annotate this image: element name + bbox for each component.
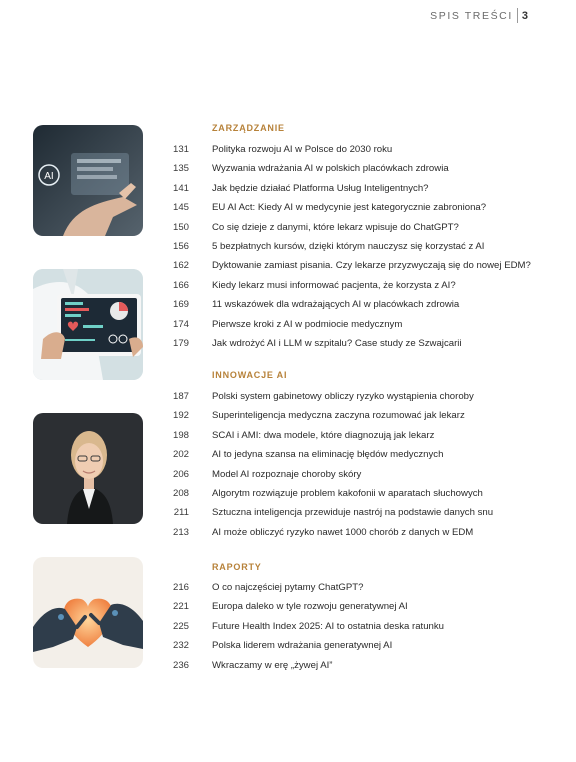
header-label: SPIS TREŚCI — [430, 9, 513, 22]
robotic-hands-heart-image — [33, 557, 143, 668]
toc-page-number: 213 — [172, 526, 189, 538]
toc-entry-title: Jak będzie działać Platforma Usług Inteligentnych? — [212, 182, 429, 194]
toc-page-number: 192 — [172, 410, 189, 422]
toc-entry[interactable] — [160, 659, 560, 673]
toc-entry-title: Kiedy lekarz musi informować pacjenta, że korzysta z AI? — [212, 279, 456, 291]
toc-page-number: 198 — [172, 429, 189, 441]
toc-entry[interactable] — [160, 468, 560, 482]
toc-entry[interactable] — [160, 318, 560, 332]
page-number: 3 — [521, 9, 528, 22]
toc-entry[interactable] — [160, 390, 560, 404]
section-title-raporty: RAPORTY — [212, 562, 262, 572]
toc-page-number: 208 — [172, 488, 189, 499]
toc-entry[interactable] — [160, 600, 560, 614]
toc-page-number: 131 — [172, 144, 189, 155]
toc-entry[interactable] — [160, 162, 560, 176]
toc-page-number: 179 — [172, 338, 189, 349]
toc-entry[interactable] — [160, 429, 560, 443]
toc-entry[interactable] — [160, 581, 560, 595]
toc-entry[interactable] — [160, 620, 560, 634]
toc-entry-title: Polityka rozwoju AI w Polsce do 2030 roku — [212, 144, 393, 155]
toc-page-number: 187 — [172, 391, 189, 402]
toc-page-number: 169 — [172, 299, 189, 311]
toc-entry-title: 11 wskazówek dla wdrażających AI w placówkach zdrowia — [212, 299, 460, 311]
ai-hologram-hand-image — [33, 125, 143, 236]
toc-page-number: 216 — [172, 582, 189, 593]
toc-entry-title: Pierwsze kroki z AI w podmiocie medycznym — [212, 318, 403, 330]
toc-entry[interactable] — [160, 259, 560, 273]
toc-entry-title: Model AI rozpoznaje choroby skóry — [212, 468, 362, 480]
section-title-innowacje-ai: INNOWACJE AI — [212, 370, 288, 380]
toc-page-number: 141 — [172, 182, 189, 194]
toc-entry-title: Future Health Index 2025: AI to ostatnia deska ratunku — [212, 620, 444, 632]
toc-entry-title: Dyktowanie zamiast pisania. Czy lekarze przyzwyczają się do nowej EDM? — [212, 260, 531, 272]
toc-entry-title: Wkraczamy w erę „żywej AI” — [212, 659, 333, 671]
toc-page-number: 211 — [173, 507, 189, 519]
toc-page-number: 166 — [172, 279, 189, 291]
toc-entry[interactable] — [160, 240, 560, 254]
toc-entry-title: Jak wdrożyć AI i LLM w szpitalu? Case study ze Szwajcarii — [212, 338, 462, 349]
toc-entry-title: Sztuczna inteligencja przewiduje nastrój na podstawie danych snu — [212, 507, 494, 519]
toc-entry-title: Europa daleko w tyle rozwoju generatywnej AI — [212, 601, 408, 613]
toc-entry-title: AI to jedyna szansa na eliminację błędów medycznych — [212, 449, 444, 461]
toc-entry[interactable] — [160, 409, 560, 423]
toc-page-number: 206 — [172, 468, 189, 480]
toc-entry-title: Polski system gabinetowy obliczy ryzyko wystąpienia choroby — [212, 391, 474, 402]
toc-page-number: 232 — [172, 640, 189, 652]
toc-entry-title: SCAI i AMI: dwa modele, które diagnozują jak lekarz — [212, 429, 435, 441]
toc-entry[interactable] — [160, 143, 560, 157]
toc-entry-title: 5 bezpłatnych kursów, dzięki którym nauczysz się korzystać z AI — [212, 241, 485, 252]
toc-entry[interactable] — [160, 448, 560, 462]
toc-entry-title: O co najczęściej pytamy ChatGPT? — [212, 582, 364, 593]
toc-page-number: 174 — [172, 318, 189, 330]
toc-page-number: 145 — [172, 202, 189, 214]
toc-page-number: 135 — [172, 163, 189, 175]
toc-page-number: 162 — [172, 260, 189, 272]
toc-entry[interactable] — [160, 639, 560, 653]
section-title-zarzadzanie: ZARZĄDZANIE — [212, 123, 285, 133]
toc-entry[interactable] — [160, 201, 560, 215]
toc-page-number: 156 — [172, 241, 189, 252]
toc-entry-title: AI może obliczyć ryzyko nawet 1000 chorób z danych w EDM — [212, 526, 474, 538]
toc-entry-title: Superinteligencja medyczna zaczyna rozumować jak lekarz — [212, 410, 465, 422]
toc-entry-title: Co się dzieje z danymi, które lekarz wpisuje do ChatGPT? — [212, 221, 459, 233]
toc-page-number: 236 — [172, 659, 189, 671]
toc-entry[interactable] — [160, 182, 560, 196]
toc-entry[interactable] — [160, 221, 560, 235]
toc-page-number: 150 — [172, 221, 189, 233]
toc-page-number: 225 — [172, 620, 189, 632]
toc-entry[interactable] — [160, 526, 560, 540]
running-header — [430, 8, 528, 23]
toc-page-number: 221 — [172, 601, 189, 613]
toc-entry-title: Algorytm rozwiązuje problem kakofonii w aparatach słuchowych — [212, 488, 483, 499]
header-divider — [517, 8, 518, 23]
ai-badge-text: AI — [44, 171, 54, 182]
toc-entry-title: Polska liderem wdrażania generatywnej AI — [212, 640, 393, 652]
toc-entry-title: Wyzwania wdrażania AI w polskich placówkach zdrowia — [212, 163, 449, 175]
doctor-tablet-image — [33, 269, 143, 380]
toc-entry[interactable] — [160, 279, 560, 293]
toc-entry[interactable] — [160, 487, 560, 501]
toc-entry[interactable] — [160, 506, 560, 520]
toc-entry[interactable] — [160, 298, 560, 312]
toc-page-number: 202 — [172, 449, 189, 461]
toc-entry-title: EU AI Act: Kiedy AI w medycynie jest kategorycznie zabroniona? — [212, 202, 487, 214]
woman-portrait-image — [33, 413, 143, 524]
toc-entry[interactable] — [160, 337, 560, 351]
